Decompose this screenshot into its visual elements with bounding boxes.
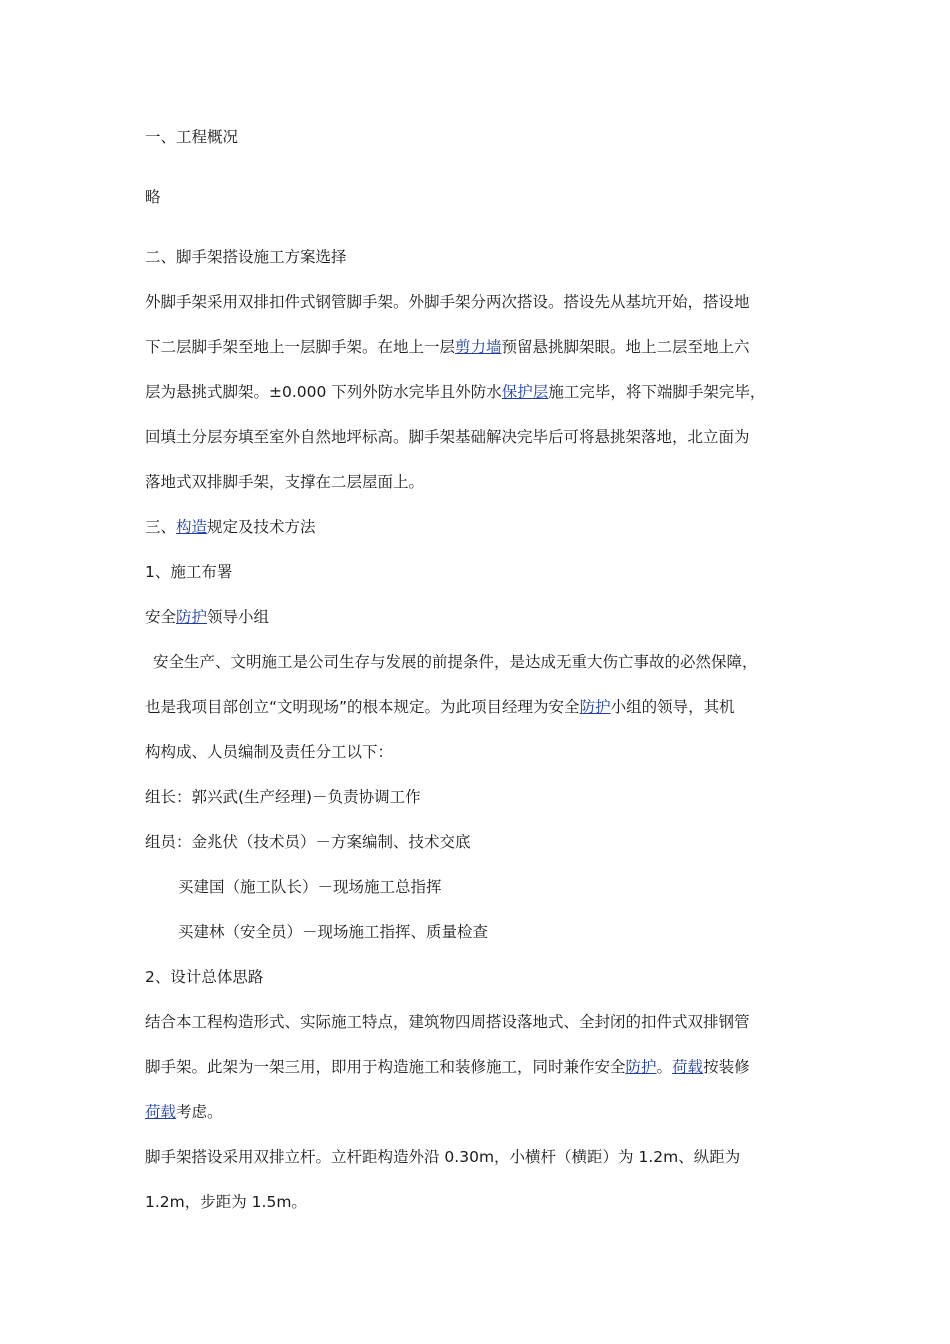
link-shear-wall[interactable]: 剪力墙	[455, 338, 502, 356]
group-member-3: 买建林（安全员）－现场施工指挥、质量检查	[178, 923, 489, 941]
safety-paragraph-line-3: 构构成、人员编制及责任分工以下：	[145, 743, 394, 761]
link-load[interactable]: 荷载	[145, 1103, 177, 1121]
text-run: 安全	[145, 608, 177, 626]
text-run: 层为悬挑式脚架。±0.000 下列外防水完毕且外防水	[145, 383, 502, 401]
section-2-paragraph-line-3	[145, 381, 810, 403]
link-protective-layer[interactable]: 保护层	[501, 383, 549, 401]
text-run: 下二层脚手架至地上一层脚手架。在地上一层	[145, 338, 456, 356]
safety-paragraph-line-1: 安全生产、文明施工是公司生存与发展的前提条件，是达成无重大伤亡事故的必然保障，	[153, 653, 758, 671]
text-run: 考虑。	[176, 1103, 223, 1121]
link-protection[interactable]: 防护	[625, 1058, 657, 1076]
section-1-heading: 一、工程概况	[145, 128, 239, 146]
subsection-1-heading: 1、施工布署	[145, 563, 233, 581]
text-run: 脚手架。此架为一架三用，即用于构造施工和装修施工，同时兼作安全	[145, 1058, 626, 1076]
group-member-1: 组员：金兆伏（技术员）－方案编制、技术交底	[145, 833, 471, 851]
section-2-paragraph-line-4: 回填土分层夯填至室外自然地坪标高。脚手架基础解决完毕后可将悬挑架落地，北立面为	[145, 428, 750, 446]
text-run: 规定及技术方法	[207, 518, 316, 536]
text-run: 三、	[145, 518, 177, 536]
scaffold-paragraph-line-1: 脚手架搭设采用双排立杆。立杆距构造外沿 0.30m，小横杆（横距）为 1.2m、纵距为	[145, 1148, 741, 1166]
design-paragraph-line-1: 结合本工程构造形式、实际施工特点，建筑物四周搭设落地式、全封闭的扣件式双排钢管	[145, 1013, 750, 1031]
design-paragraph-line-2	[145, 1056, 810, 1078]
text-run: 预留悬挑脚架眼。地上二层至地上六	[501, 338, 750, 356]
text-run: 也是我项目部创立“文明现场”的根本规定。为此项目经理为安全	[145, 698, 580, 716]
safety-paragraph-line-2	[145, 696, 810, 718]
safety-group-title	[145, 606, 810, 628]
text-run: 按装修	[703, 1058, 750, 1076]
text-run: 小组的领导，其机	[610, 698, 735, 716]
group-leader: 组长：郭兴武(生产经理)－负责协调工作	[145, 788, 421, 806]
link-load[interactable]: 荷载	[672, 1058, 704, 1076]
section-2-heading: 二、脚手架搭设施工方案选择	[145, 248, 347, 266]
link-protection[interactable]: 防护	[579, 698, 611, 716]
text-run: 施工完毕，将下端脚手架完毕，	[548, 383, 766, 401]
link-structure[interactable]: 构造	[176, 518, 208, 536]
design-paragraph-line-3	[145, 1101, 810, 1123]
link-protection[interactable]: 防护	[176, 608, 208, 626]
text-run: 领导小组	[207, 608, 270, 626]
section-3-heading	[145, 516, 810, 538]
group-member-2: 买建国（施工队长）－现场施工总指挥	[178, 878, 442, 896]
section-1-body: 略	[145, 188, 161, 206]
section-2-paragraph-line-5: 落地式双排脚手架，支撑在二层屋面上。	[145, 473, 425, 491]
scaffold-paragraph-line-2: 1.2m，步距为 1.5m。	[145, 1193, 307, 1211]
text-run: 。	[656, 1058, 673, 1076]
section-2-paragraph-line-2	[145, 336, 810, 358]
section-2-paragraph-line-1: 外脚手架采用双排扣件式钢管脚手架。外脚手架分两次搭设。搭设先从基坑开始，搭设地	[145, 293, 750, 311]
subsection-2-heading: 2、设计总体思路	[145, 968, 264, 986]
